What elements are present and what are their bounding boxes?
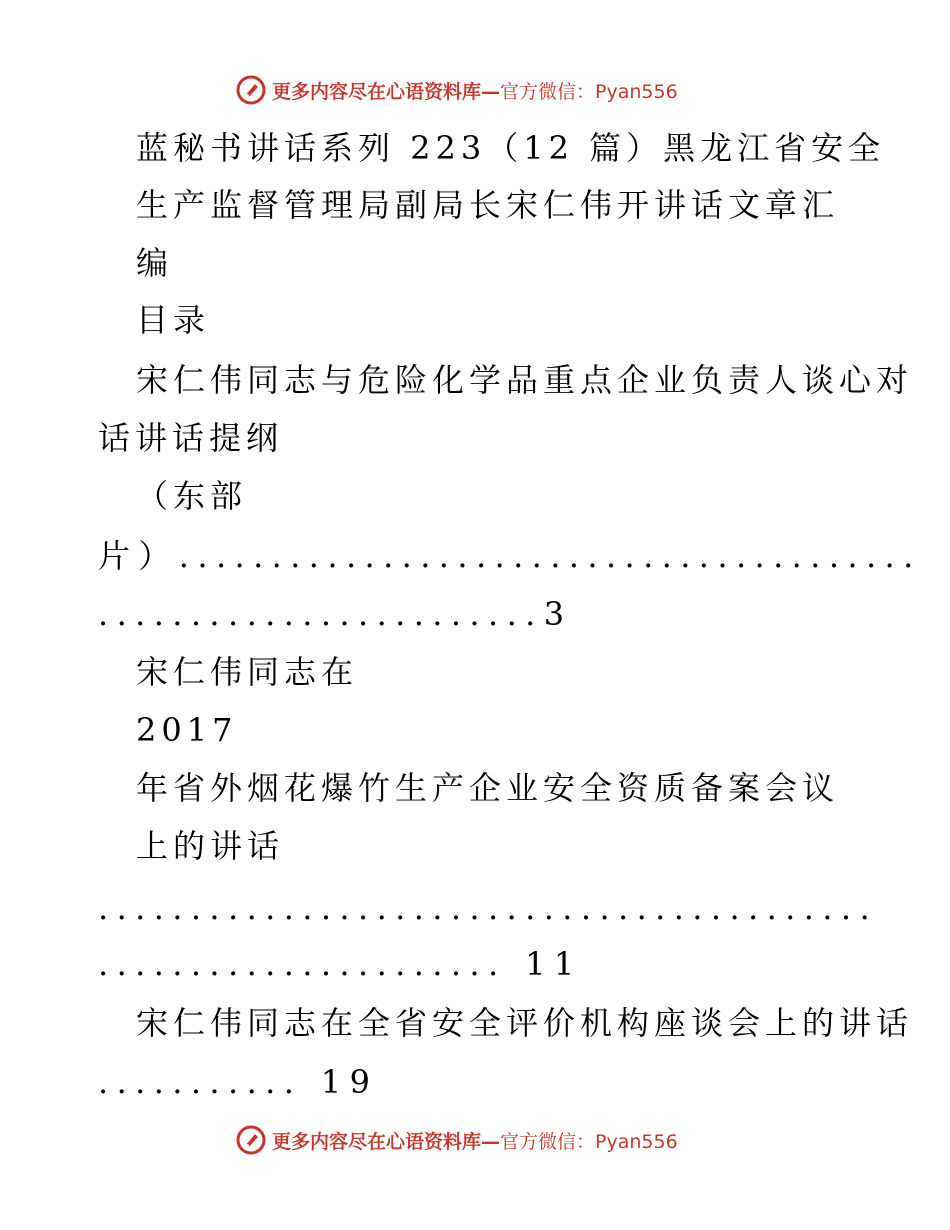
toc-entry-2-leader-1: ..........................................	[98, 889, 879, 927]
toc-entry-1-leader-2: ........................3	[98, 595, 573, 633]
toc-entry-1-line-1: 宋仁伟同志与危险化学品重点企业负责人谈心对	[136, 361, 914, 399]
watermark-wechat: 官方微信：Pyan556	[500, 80, 678, 103]
toc-entry-2-line-1: 宋仁伟同志在	[136, 653, 359, 691]
watermark-header	[236, 72, 678, 108]
toc-entry-2-leader-2: ...................... 11	[98, 945, 583, 983]
title-line-1: 蓝秘书讲话系列 223（12 篇）黑龙江省安全	[136, 129, 886, 167]
watermark-footer	[236, 1122, 678, 1158]
watermark-text: 更多内容尽在心语资料库—	[272, 80, 501, 103]
title-line-3: 编	[136, 244, 174, 282]
toc-entry-3-leader-1: ........... 19	[98, 1063, 379, 1101]
toc-entry-2-line-2: 2017	[136, 711, 238, 749]
toc-entry-1-line-3: （东部	[136, 477, 248, 515]
title-line-2: 生产监督管理局副局长宋仁伟开讲话文章汇	[136, 186, 840, 224]
toc-entry-1-line-2: 话讲话提纲	[98, 419, 284, 457]
toc-entry-3-line-1: 宋仁伟同志在全省安全评价机构座谈会上的讲话	[136, 1004, 914, 1042]
toc-heading: 目录	[136, 301, 211, 339]
toc-entry-1-leader-1: 片）........................................	[98, 537, 922, 575]
pen-nib-logo-icon	[236, 1125, 266, 1155]
pen-nib-logo-icon	[236, 75, 266, 105]
toc-entry-2-line-3: 年省外烟花爆竹生产企业安全资质备案会议	[136, 769, 840, 807]
watermark-text: 更多内容尽在心语资料库—	[272, 1130, 501, 1153]
toc-entry-2-line-4: 上的讲话	[136, 827, 285, 865]
watermark-wechat: 官方微信：Pyan556	[500, 1130, 678, 1153]
